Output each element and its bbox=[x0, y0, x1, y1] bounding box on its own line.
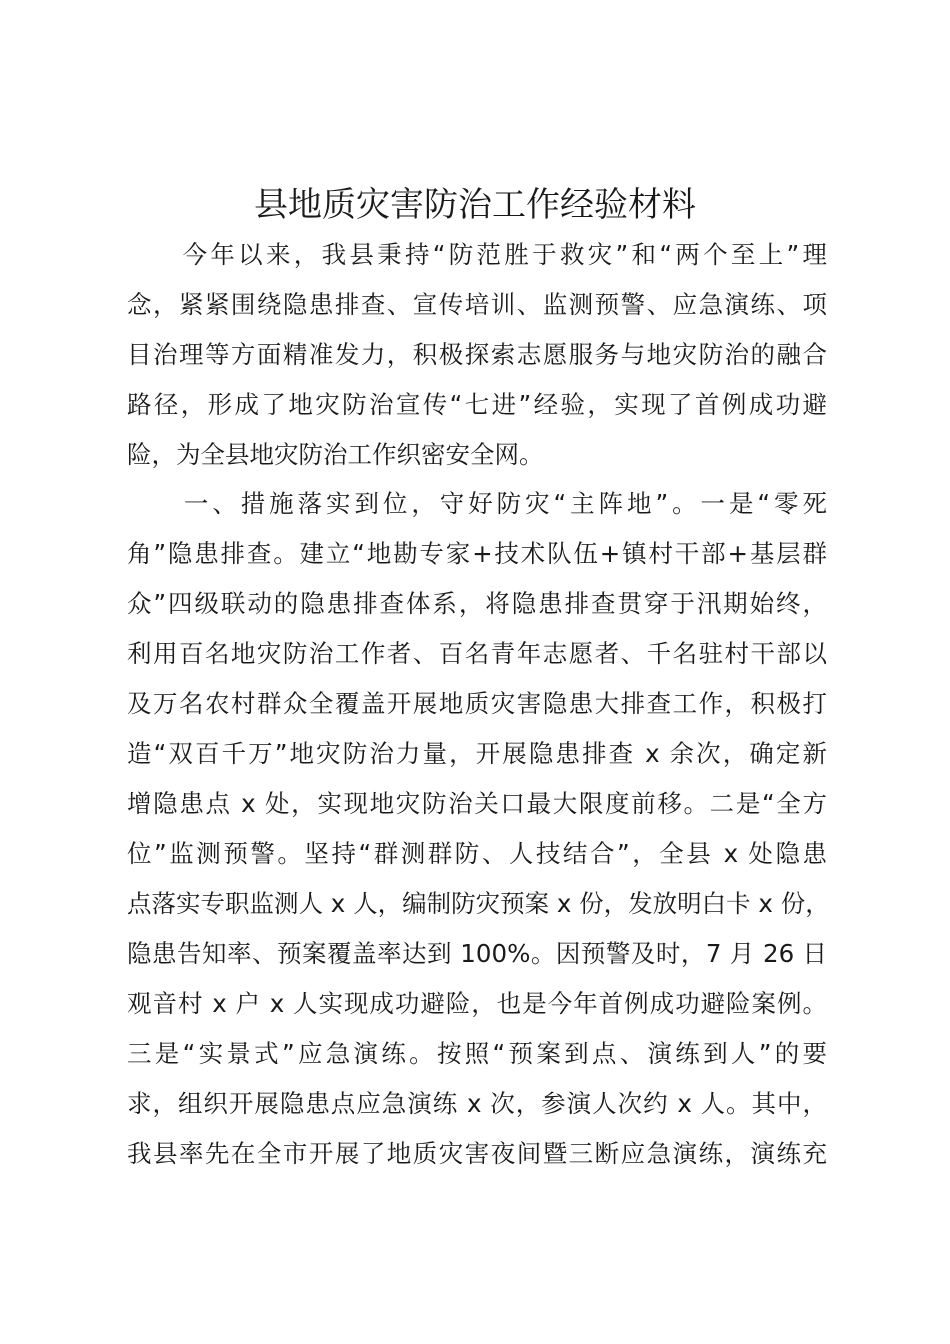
paragraph-line: 三是“实景式”应急演练。按照“预案到点、演练到人”的要 bbox=[127, 1039, 827, 1068]
document-title: 县地质灾害防治工作经验材料 bbox=[254, 185, 696, 225]
paragraph-line: 今年以来，我县秉持“防范胜于救灾”和“两个至上”理 bbox=[127, 240, 827, 269]
paragraph-line: 位”监测预警。坚持“群测群防、人技结合”，全县 x 处隐患 bbox=[127, 839, 827, 868]
paragraph-line: 众”四级联动的隐患排查体系，将隐患排查贯穿于汛期始终， bbox=[127, 589, 827, 618]
paragraph-line: 点落实专职监测人 x 人，编制防灾预案 x 份，发放明白卡 x 份， bbox=[127, 889, 830, 918]
paragraph-line: 及万名农村群众全覆盖开展地质灾害隐患大排查工作，积极打 bbox=[127, 689, 827, 718]
paragraph-line: 目治理等方面精准发力，积极探索志愿服务与地灾防治的融合 bbox=[127, 340, 827, 369]
paragraph-line: 角”隐患排查。建立“地勘专家+技术队伍+镇村干部+基层群 bbox=[127, 539, 827, 568]
paragraph-line: 增隐患点 x 处，实现地灾防治关口最大限度前移。二是“全方 bbox=[127, 789, 827, 818]
paragraph-line: 一、措施落实到位，守好防灾“主阵地”。一是“零死 bbox=[127, 489, 827, 518]
paragraph-line: 利用百名地灾防治工作者、百名青年志愿者、千名驻村干部以 bbox=[127, 639, 827, 668]
paragraph-line: 求，组织开展隐患点应急演练 x 次，参演人次约 x 人。其中， bbox=[127, 1089, 827, 1118]
paragraph-intro bbox=[127, 230, 827, 480]
paragraph-line: 我县率先在全市开展了地质灾害夜间暨三断应急演练，演练充 bbox=[127, 1139, 827, 1168]
paragraph-section-one bbox=[127, 479, 830, 1179]
paragraph-line: 念，紧紧围绕隐患排查、宣传培训、监测预警、应急演练、项 bbox=[127, 290, 827, 319]
paragraph-line: 造“双百千万”地灾防治力量，开展隐患排查 x 余次，确定新 bbox=[127, 739, 827, 768]
paragraph-line: 险，为全县地灾防治工作织密安全网。 bbox=[127, 440, 544, 469]
paragraph-line: 路径，形成了地灾防治宣传“七进”经验，实现了首例成功避 bbox=[127, 390, 827, 419]
paragraph-line: 隐患告知率、预案覆盖率达到 100%。因预警及时，7 月 26 日 bbox=[127, 939, 827, 968]
paragraph-line: 观音村 x 户 x 人实现成功避险，也是今年首例成功避险案例。 bbox=[127, 989, 827, 1018]
